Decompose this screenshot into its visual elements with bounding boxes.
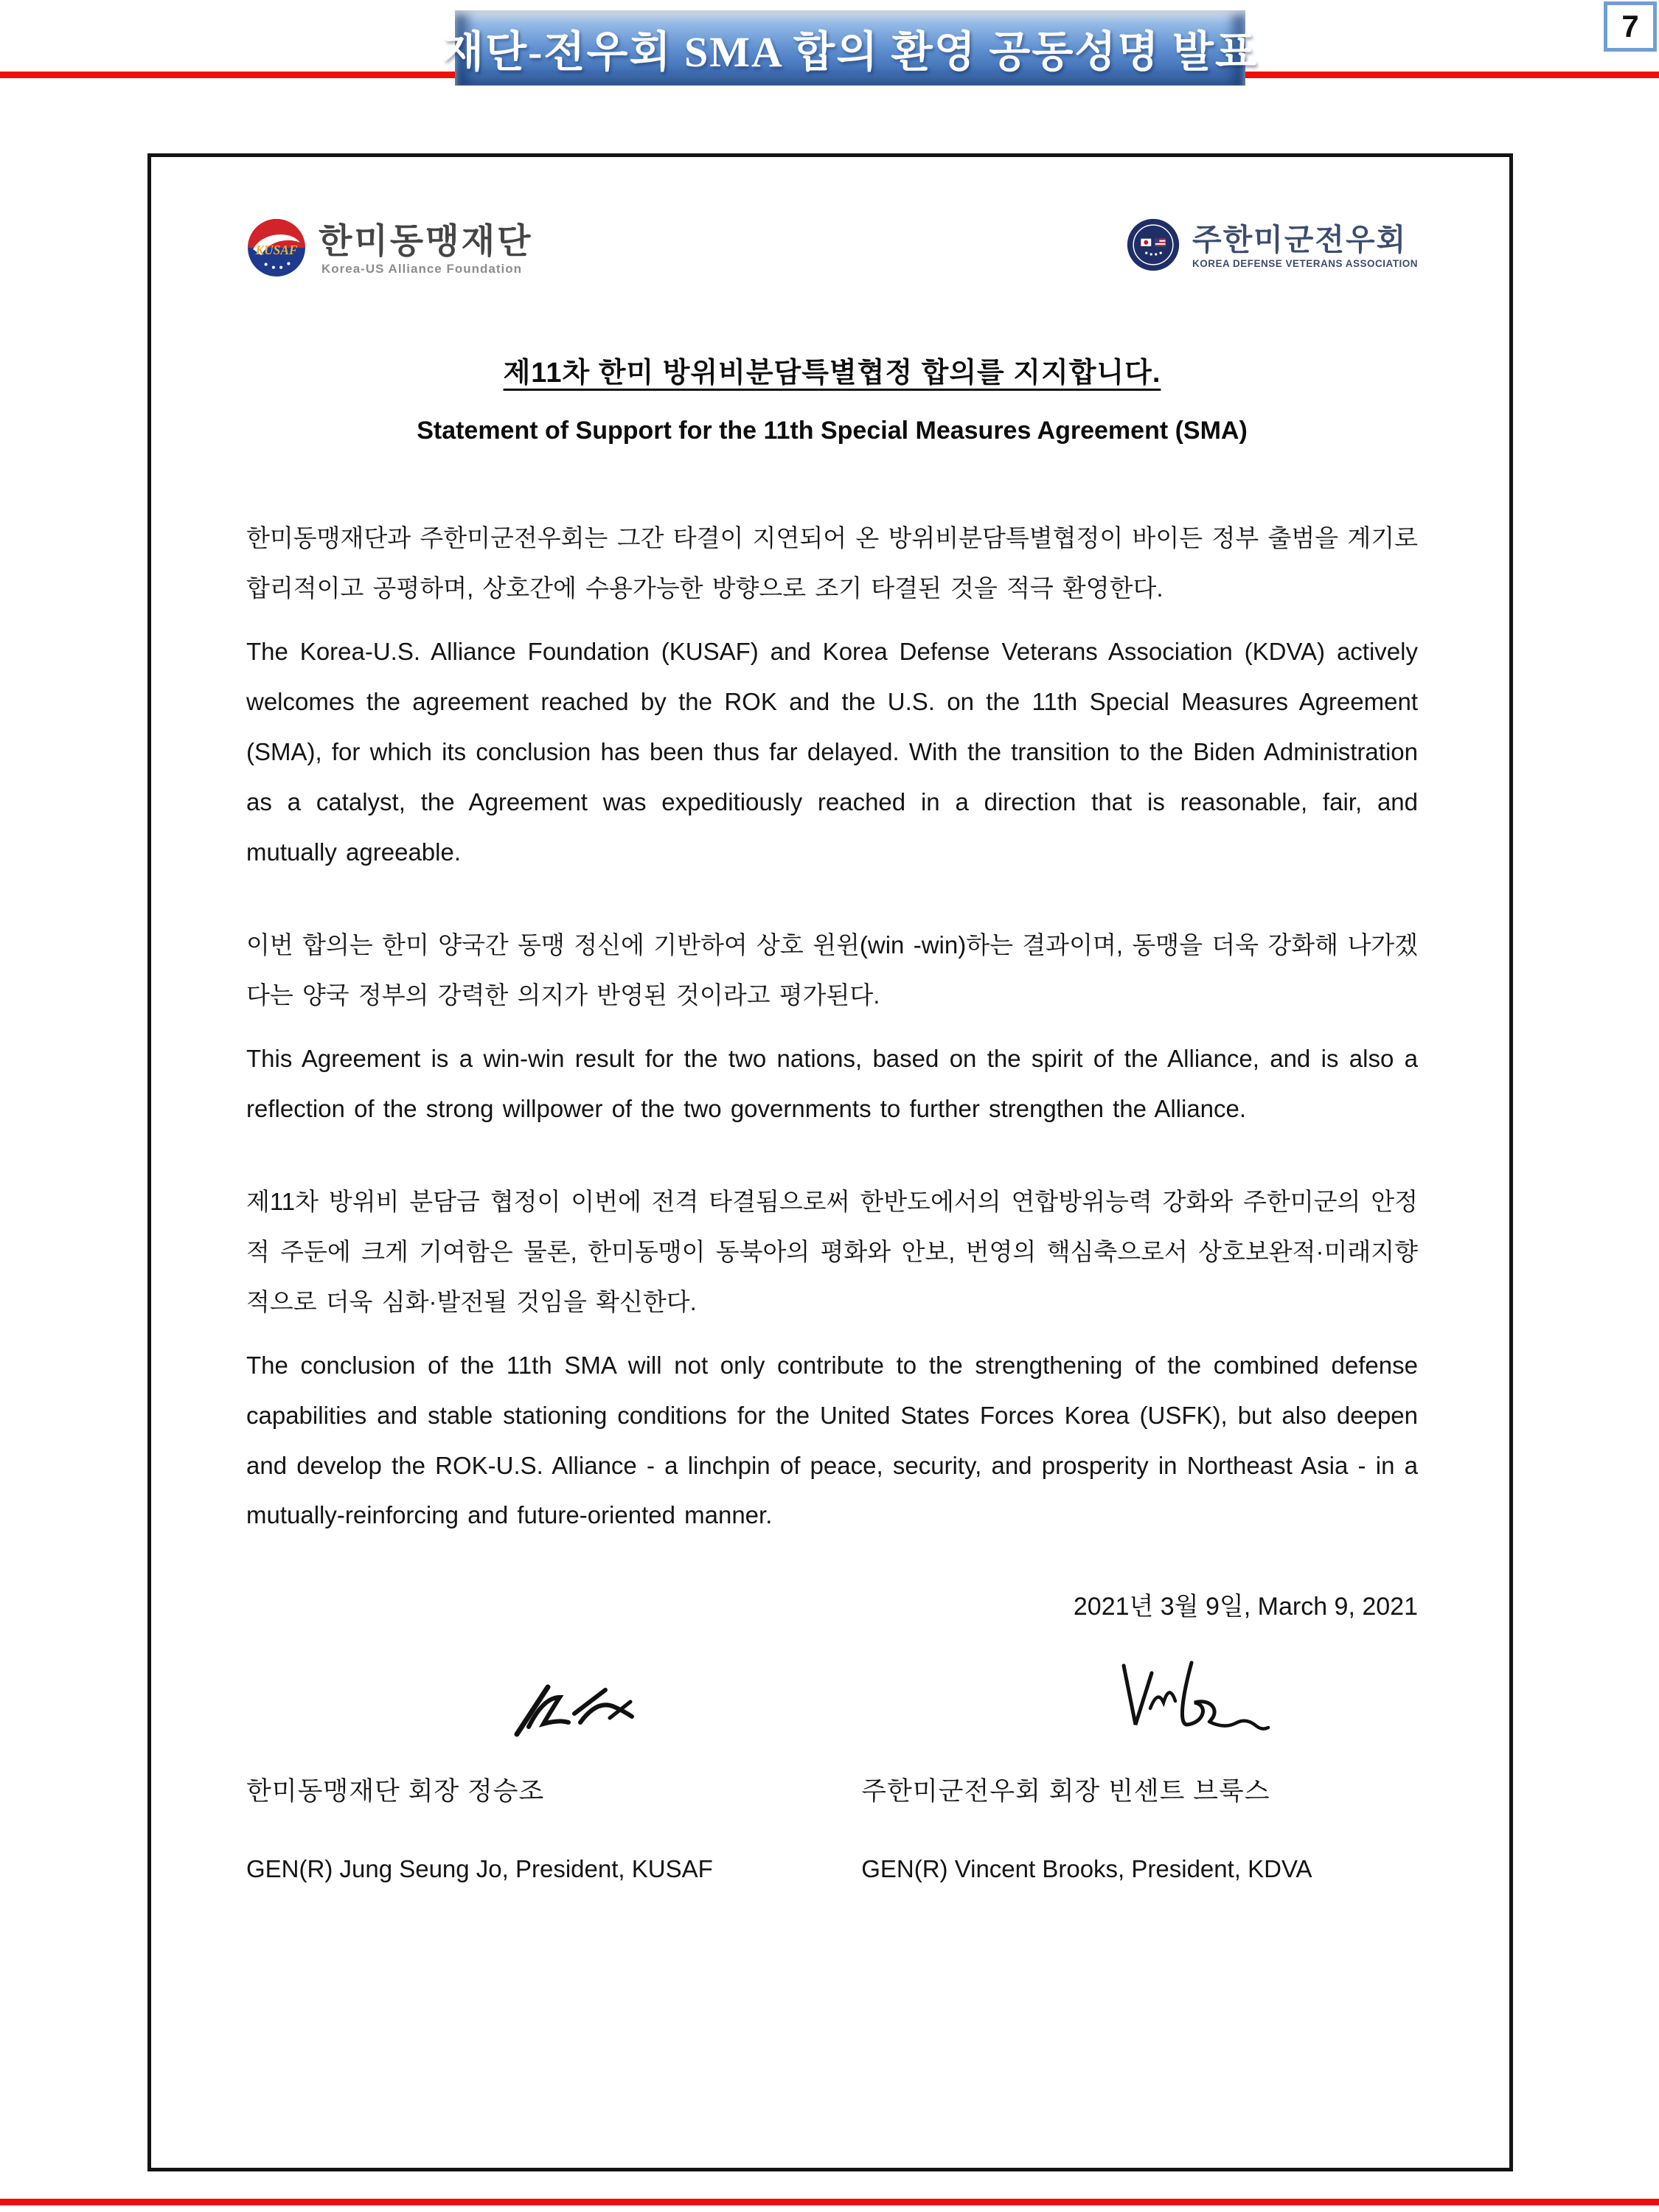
signatory-kusaf [246,1660,861,1883]
paragraph-korean-2: 이번 합의는 한미 양국간 동맹 정신에 기반하여 상호 윈윈(win -win)하는 결과이며, 동맹을 더욱 강화해 나가겠다는 양국 정부의 강력한 의지가 반영된 것이라고 평가된다. [246,931,1418,1009]
signatory-name-english: GEN(R) Vincent Brooks, President, KDVA [861,1855,1312,1883]
signatory-name-korean: 주한미군전우회 회장 빈센트 브룩스 [861,1777,1270,1806]
banner-title: 재단-전우회 SMA 합의 환영 공동성명 발표 [442,28,1258,76]
svg-text:KUSAF: KUSAF [255,243,298,258]
bottom-red-divider [0,2199,1659,2205]
title-block [246,349,1418,445]
kdva-emblem-icon [1126,218,1180,276]
statement-body [246,513,1418,1540]
signatory-kdva [861,1660,1418,1883]
date-line: 2021년 3월 9일, March 9, 2021 [1073,1593,1418,1621]
signatory-name-korean: 한미동맹재단 회장 정승조 [246,1777,545,1806]
header-banner [442,10,1258,86]
kdva-logo [1126,218,1418,276]
kdva-name-korean: 주한미군전우회 [1192,222,1408,257]
paragraph-english-3: The conclusion of the 11th SMA will not only contribute to the strengthening of the combined defense capabilities and stable stationing conditions for the United States Forces Korea (USFK), but also deepen and develop the ROK-U.S. Alliance - a linchpin of peace, security, and prosperity in Northeast Asia - in a mutually-reinforcing and future-oriented manner. [246,1351,1418,1529]
logos-row [246,218,1418,282]
kusaf-logo [246,218,532,282]
paragraph-korean-1: 한미동맹재단과 주한미군전우회는 그간 타결이 지연되어 온 방위비분담특별협정이 바이든 정부 출범을 계기로 합리적이고 공평하며, 상호간에 수용가능한 방향으로 조기 타결된 것을 적극 환영한다. [246,524,1418,602]
signature-brooks-icon [1105,1660,1418,1749]
paragraph-english-1: The Korea-U.S. Alliance Foundation (KUSAF) and Korea Defense Veterans Association (KDVA) actively welcomes the agreement reached by the ROK and the U.S. on the 11th Special Measures Agreement (SMA), for which its conclusion has been thus far delayed. With the transition to the Biden Administration as a catalyst, the Agreement was expeditiously reached in a direction that is reasonable, fair, and mutually agreeable. [246,637,1418,866]
kdva-name-english: KOREA DEFENSE VETERANS ASSOCIATION [1192,258,1418,270]
signature-jung-icon [501,1660,861,1749]
paragraph-english-2: This Agreement is a win-win result for the two nations, based on the spirit of the Alliance, and is also a reflection of the strong willpower of the two governments to further strengthen the Alliance. [246,1044,1418,1122]
kusaf-logo-text [319,223,532,276]
kusaf-emblem-icon [246,218,307,282]
page-number-badge [1604,1,1657,52]
statement-document [147,153,1513,2171]
signatory-name-english: GEN(R) Jung Seung Jo, President, KUSAF [246,1855,713,1883]
kusaf-name-english: Korea-US Alliance Foundation [321,261,523,276]
page-number: 7 [1621,9,1639,44]
kusaf-name-korean: 한미동맹재단 [319,221,533,261]
statement-title-english: Statement of Support for the 11th Special Measures Agreement (SMA) [417,417,1248,445]
signature-row [246,1660,1418,1883]
paragraph-korean-3: 제11차 방위비 분담금 협정이 이번에 전격 타결됨으로써 한반도에서의 연합방위능력 강화와 주한미군의 안정적 주둔에 크게 기여함은 물론, 한미동맹이 동북아의 평화와 안보, 번영의 핵심축으로서 상호보완적·미래지향적으로 더욱 심화·발전될 것임을 확신한다. [246,1187,1418,1315]
kdva-logo-text [1192,224,1418,269]
statement-title-korean: 제11차 한미 방위비분담특별협정 합의를 지지합니다. [503,358,1161,389]
